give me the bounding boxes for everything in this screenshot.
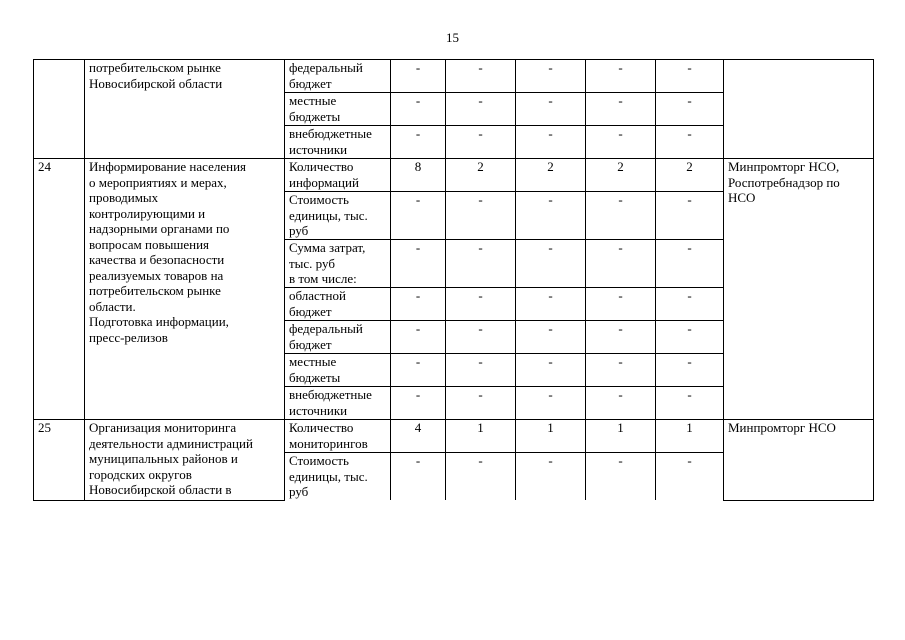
value-cell: 1 bbox=[586, 420, 656, 453]
indicator-cell bbox=[285, 93, 391, 126]
value-cell: - bbox=[656, 288, 724, 321]
event-text-line: о мероприятиях и мерах, bbox=[89, 174, 227, 190]
value-cell: - bbox=[391, 192, 446, 240]
value-cell: - bbox=[446, 126, 516, 159]
value-cell: - bbox=[446, 354, 516, 387]
indicator-text-line: мониторингов bbox=[289, 435, 368, 451]
row-number-cell: 24 bbox=[34, 159, 85, 420]
value-cell: - bbox=[446, 387, 516, 420]
row-number-cell bbox=[34, 60, 85, 159]
indicator-text-line: бюджет bbox=[289, 75, 332, 91]
event-text-line: качества и безопасности bbox=[89, 252, 225, 267]
responsible-cell bbox=[724, 159, 874, 420]
value-cell: - bbox=[391, 126, 446, 159]
responsible-cell bbox=[724, 60, 874, 159]
indicator-text-line: федеральный bbox=[289, 60, 363, 75]
value-cell: - bbox=[656, 387, 724, 420]
indicator-text-line: руб bbox=[289, 223, 309, 238]
indicator-cell bbox=[285, 453, 391, 501]
value-cell: - bbox=[391, 321, 446, 354]
indicator-cell bbox=[285, 321, 391, 354]
value-cell: - bbox=[391, 354, 446, 387]
value-cell: - bbox=[516, 240, 586, 288]
event-text-line: контролирующими и bbox=[89, 205, 206, 221]
value-cell: - bbox=[391, 453, 446, 501]
indicator-text-line: источники bbox=[289, 141, 348, 157]
value-cell: - bbox=[586, 321, 656, 354]
value-cell: 1 bbox=[656, 420, 724, 453]
indicator-text-line: единицы, тыс. bbox=[289, 207, 368, 223]
value-cell: - bbox=[586, 192, 656, 240]
responsible-text-line: Минпромторг НСО bbox=[728, 420, 836, 435]
value-cell: - bbox=[446, 321, 516, 354]
indicator-cell bbox=[285, 354, 391, 387]
indicator-text-line: источники bbox=[289, 402, 348, 418]
value-cell: - bbox=[586, 354, 656, 387]
row-number-cell: 25 bbox=[34, 420, 85, 501]
value-cell: 2 bbox=[446, 159, 516, 192]
indicator-text-line: Количество bbox=[289, 159, 354, 174]
table-row bbox=[34, 420, 874, 453]
value-cell: - bbox=[516, 126, 586, 159]
indicator-text-line: Стоимость bbox=[289, 453, 349, 468]
indicator-text-line: бюджет bbox=[289, 336, 332, 352]
value-cell: - bbox=[516, 93, 586, 126]
event-text-line: области. bbox=[89, 298, 136, 314]
responsible-text-line: НСО bbox=[728, 190, 756, 205]
value-cell: - bbox=[516, 192, 586, 240]
value-cell: - bbox=[586, 288, 656, 321]
event-text-line: надзорными органами по bbox=[89, 221, 230, 236]
value-cell: - bbox=[586, 126, 656, 159]
indicator-cell bbox=[285, 288, 391, 321]
value-cell: - bbox=[586, 240, 656, 288]
value-cell: 1 bbox=[446, 420, 516, 453]
table-row bbox=[34, 60, 874, 93]
value-cell: - bbox=[656, 93, 724, 126]
value-cell: - bbox=[656, 126, 724, 159]
value-cell: 2 bbox=[586, 159, 656, 192]
value-cell: - bbox=[391, 387, 446, 420]
indicator-cell bbox=[285, 126, 391, 159]
event-text-line: пресс-релизов bbox=[89, 329, 168, 345]
indicator-cell bbox=[285, 60, 391, 93]
value-cell: - bbox=[656, 240, 724, 288]
event-description-cell bbox=[85, 159, 285, 420]
page-number: 15 bbox=[446, 30, 459, 45]
event-text-line: городских округов bbox=[89, 466, 192, 482]
indicator-text-line: Количество bbox=[289, 420, 354, 435]
value-cell: - bbox=[656, 321, 724, 354]
responsible-text-line: Роспотребнадзор по bbox=[728, 174, 840, 190]
value-cell: - bbox=[656, 60, 724, 93]
value-cell: - bbox=[446, 240, 516, 288]
value-cell: 1 bbox=[516, 420, 586, 453]
event-text-line: Новосибирской области bbox=[89, 75, 223, 91]
value-cell: - bbox=[516, 387, 586, 420]
indicator-text-line: Сумма затрат, bbox=[289, 240, 366, 255]
value-cell: - bbox=[391, 60, 446, 93]
event-text-line: проводимых bbox=[89, 190, 159, 205]
indicator-text-line: в том числе: bbox=[289, 271, 357, 286]
value-cell: - bbox=[446, 93, 516, 126]
value-cell: - bbox=[586, 453, 656, 501]
indicator-text-line: бюджеты bbox=[289, 369, 341, 385]
indicator-text-line: единицы, тыс. bbox=[289, 468, 368, 484]
indicator-text-line: Стоимость bbox=[289, 192, 349, 207]
value-cell: - bbox=[516, 60, 586, 93]
indicator-cell bbox=[285, 159, 391, 192]
value-cell: - bbox=[516, 354, 586, 387]
indicator-text-line: местные bbox=[289, 93, 337, 108]
value-cell: 2 bbox=[516, 159, 586, 192]
event-text-line: Информирование населения bbox=[89, 159, 247, 174]
indicator-text-line: внебюджетные bbox=[289, 126, 372, 141]
value-cell: - bbox=[446, 453, 516, 501]
value-cell: - bbox=[391, 288, 446, 321]
indicator-text-line: тыс. руб bbox=[289, 255, 335, 271]
event-text-line: Подготовка информации, bbox=[89, 314, 229, 329]
responsible-text-line: Минпромторг НСО, bbox=[728, 159, 840, 174]
indicator-cell bbox=[285, 387, 391, 420]
event-text-line: Организация мониторинга bbox=[89, 420, 237, 435]
event-description-cell bbox=[85, 60, 285, 159]
indicator-text-line: областной bbox=[289, 288, 346, 303]
value-cell: 2 bbox=[656, 159, 724, 192]
indicator-text-line: руб bbox=[289, 484, 309, 499]
value-cell: - bbox=[446, 288, 516, 321]
value-cell: - bbox=[656, 453, 724, 501]
event-text-line: Новосибирской области в bbox=[89, 482, 232, 497]
value-cell: - bbox=[586, 387, 656, 420]
indicator-text-line: федеральный bbox=[289, 321, 363, 336]
value-cell: - bbox=[446, 192, 516, 240]
value-cell: - bbox=[656, 192, 724, 240]
event-text-line: реализуемых товаров на bbox=[89, 267, 224, 283]
indicator-text-line: бюджет bbox=[289, 303, 332, 319]
indicator-text-line: информаций bbox=[289, 174, 359, 190]
value-cell: - bbox=[516, 321, 586, 354]
value-cell: 4 bbox=[391, 420, 446, 453]
value-cell: - bbox=[516, 453, 586, 501]
value-cell: - bbox=[391, 240, 446, 288]
value-cell: 8 bbox=[391, 159, 446, 192]
event-text-line: потребительском рынке bbox=[89, 60, 221, 75]
indicator-cell bbox=[285, 240, 391, 288]
event-text-line: потребительском рынке bbox=[89, 283, 221, 298]
value-cell: - bbox=[586, 93, 656, 126]
indicator-text-line: бюджеты bbox=[289, 108, 341, 124]
responsible-cell bbox=[724, 420, 874, 501]
indicator-text-line: внебюджетные bbox=[289, 387, 372, 402]
value-cell: - bbox=[391, 93, 446, 126]
event-text-line: деятельности администраций bbox=[89, 435, 253, 451]
plan-table bbox=[33, 59, 874, 501]
indicator-cell bbox=[285, 420, 391, 453]
value-cell: - bbox=[586, 60, 656, 93]
event-text-line: вопросам повышения bbox=[89, 236, 210, 252]
indicator-text-line: местные bbox=[289, 354, 337, 369]
event-text-line: муниципальных районов и bbox=[89, 451, 238, 466]
table-row bbox=[34, 159, 874, 192]
value-cell: - bbox=[516, 288, 586, 321]
event-description-cell bbox=[85, 420, 285, 501]
value-cell: - bbox=[446, 60, 516, 93]
indicator-cell bbox=[285, 192, 391, 240]
value-cell: - bbox=[656, 354, 724, 387]
